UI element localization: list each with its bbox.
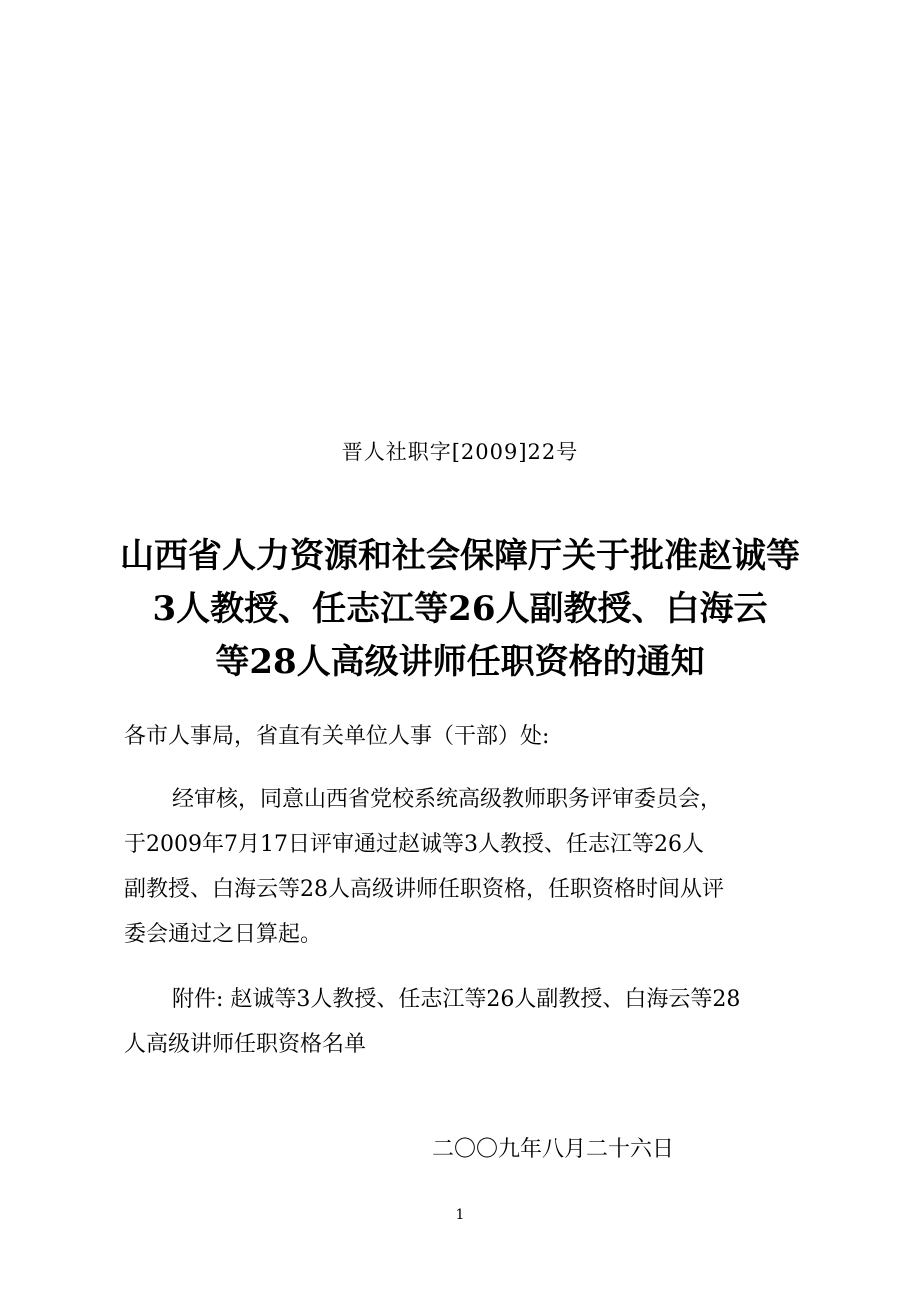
salutation: 各市人事局，省直有关单位人事（干部）处: <box>124 724 550 749</box>
body-line: 于2009年7月17日评审通过赵诚等3人教授、任志江等26人 <box>124 832 704 857</box>
attachment-line: 附件: 赵诚等3人教授、任志江等26人副教授、白海云等28 <box>172 987 741 1012</box>
title-line: 等28人高级讲师任职资格的通知 <box>215 642 705 682</box>
document-number: 晋人社职字[2009]22号 <box>341 440 579 464</box>
page-number: 1 <box>455 1207 465 1223</box>
body-line: 委会通过之日算起。 <box>124 922 323 947</box>
attachment-paragraph <box>124 977 814 1067</box>
title-line: 山西省人力资源和社会保障厅关于批准赵诚等 <box>120 536 800 576</box>
document-title <box>100 530 820 689</box>
attachment-line: 人高级讲师任职资格名单 <box>124 1032 367 1057</box>
body-line: 副教授、白海云等28人高级讲师任职资格，任职资格时间从评 <box>124 877 724 902</box>
document-date: 二〇〇九年八月二十六日 <box>432 1137 675 1162</box>
title-line: 3人教授、任志江等26人副教授、白海云 <box>152 589 768 629</box>
body-line: 经审核，同意山西省党校系统高级教师职务评审委员会， <box>172 787 723 812</box>
body-paragraph <box>124 777 814 957</box>
